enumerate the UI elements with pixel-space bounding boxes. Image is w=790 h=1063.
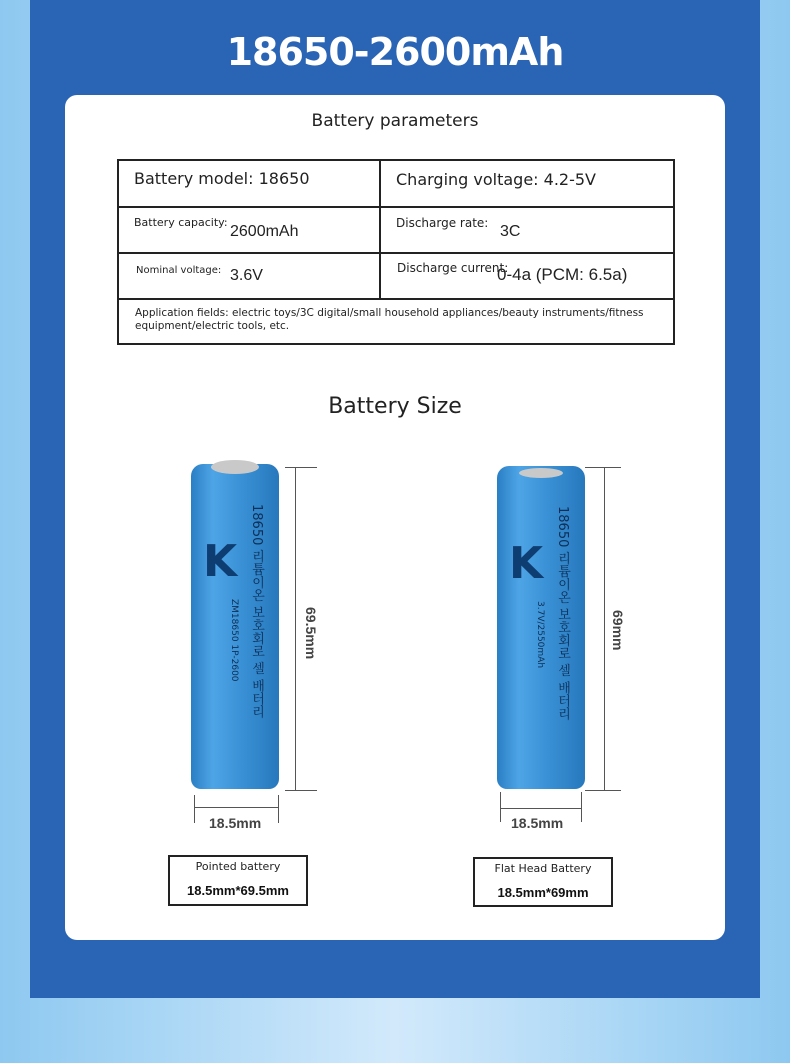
pointed-battery-image bbox=[191, 464, 279, 789]
pointed-width-dim: 18.5mm bbox=[209, 815, 262, 831]
nominal-cell bbox=[118, 253, 380, 299]
discharge-current-label: Discharge current: bbox=[397, 261, 509, 275]
flat-label-box bbox=[473, 857, 613, 907]
pointed-width-line bbox=[194, 807, 279, 808]
flat-right-tick bbox=[581, 792, 582, 822]
kc-mark-icon: K bbox=[509, 538, 544, 589]
discharge-current-cell bbox=[380, 253, 674, 299]
capacity-cell bbox=[118, 207, 380, 253]
pointed-right-tick bbox=[278, 795, 279, 823]
battery-model-text: ZM18650 1P-2600 bbox=[229, 599, 239, 682]
discharge-rate-value: 3C bbox=[500, 223, 521, 240]
discharge-rate-label: Discharge rate: bbox=[396, 216, 489, 230]
flat-width-line bbox=[500, 808, 582, 809]
flat-label: Flat Head Battery bbox=[494, 862, 592, 875]
pointed-battery-cap bbox=[211, 460, 259, 474]
size-heading: Battery Size bbox=[328, 394, 462, 419]
flat-height-line bbox=[604, 467, 605, 790]
flat-bottom-tick bbox=[585, 790, 621, 791]
pointed-height-dim: 69.5mm bbox=[303, 607, 319, 660]
params-heading: Battery parameters bbox=[311, 111, 479, 131]
flat-width-dim: 18.5mm bbox=[511, 815, 564, 831]
charging-cell bbox=[380, 160, 674, 207]
nominal-label: Nominal voltage: bbox=[136, 265, 222, 276]
model-cell bbox=[118, 160, 380, 207]
pointed-height-line bbox=[295, 467, 296, 790]
battery-print-text: 18650 리튬이온 보호회로 셀 배터리 bbox=[555, 506, 570, 720]
params-table bbox=[117, 159, 675, 345]
page-title: 18650-2600mAh bbox=[226, 30, 564, 74]
model-label: Battery model: 18650 bbox=[134, 169, 310, 188]
content-card bbox=[65, 95, 725, 940]
pointed-bottom-tick bbox=[285, 790, 317, 791]
pointed-top-tick bbox=[285, 467, 317, 468]
kc-mark-icon: K bbox=[203, 536, 238, 587]
application-text: Application fields: electric toys/3C digital/small household appliances/beauty instruments/fitness equipment/electric tools, etc. bbox=[135, 307, 644, 332]
pointed-label-box bbox=[168, 855, 308, 906]
capacity-label: Battery capacity: bbox=[134, 216, 228, 229]
discharge-rate-cell bbox=[380, 207, 674, 253]
pointed-label: Pointed battery bbox=[195, 860, 281, 873]
flat-height-dim: 69mm bbox=[610, 610, 626, 651]
flat-battery-image bbox=[497, 466, 585, 789]
application-cell bbox=[118, 299, 674, 344]
nominal-value: 3.6V bbox=[230, 267, 263, 284]
pointed-dims: 18.5mm*69.5mm bbox=[187, 883, 289, 898]
flat-left-tick bbox=[500, 792, 501, 822]
flat-battery-cap bbox=[519, 468, 563, 478]
battery-spec-text: 3.7V/2550mAh bbox=[535, 601, 545, 669]
battery-print-text: 18650 리튬이온 보호회로 셀 배터리 bbox=[249, 504, 264, 718]
pointed-left-tick bbox=[194, 795, 195, 823]
flat-top-tick bbox=[585, 467, 621, 468]
charging-label: Charging voltage: 4.2-5V bbox=[396, 170, 596, 189]
capacity-value: 2600mAh bbox=[230, 223, 299, 240]
discharge-current-value: 0-4a (PCM: 6.5a) bbox=[497, 265, 628, 284]
flat-dims: 18.5mm*69mm bbox=[497, 885, 589, 900]
